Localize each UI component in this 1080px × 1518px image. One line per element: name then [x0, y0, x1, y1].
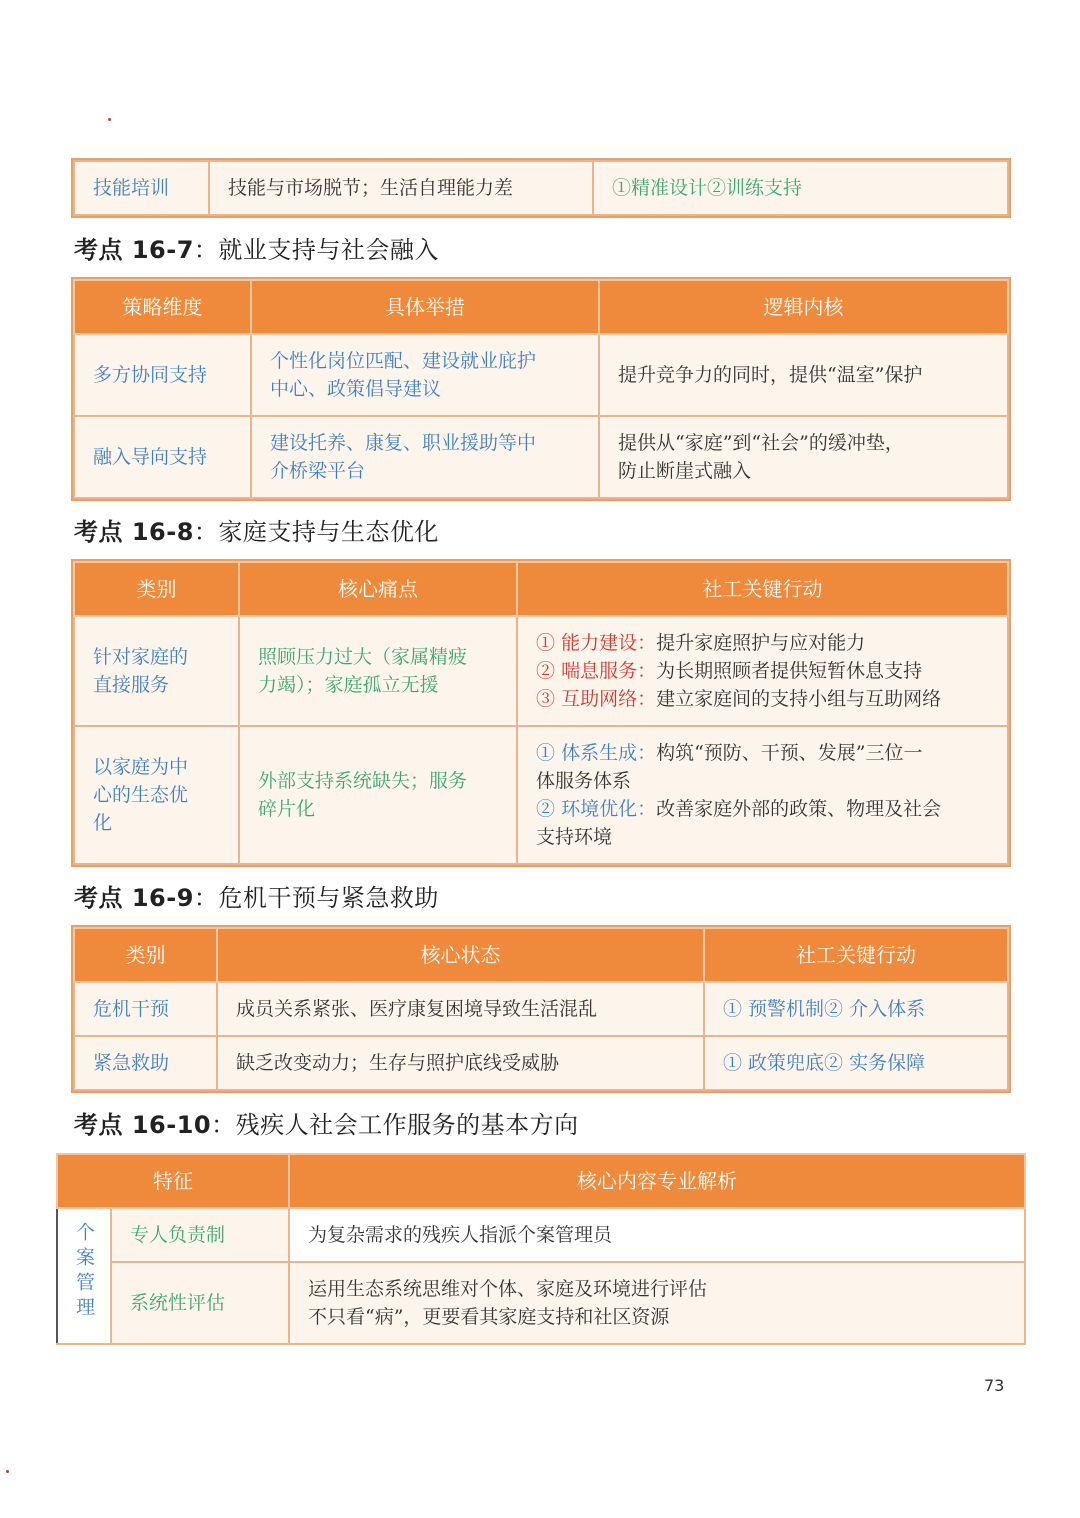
core-cell: 提供从“家庭”到“社会”的缓冲垫， 防止断崖式融入 — [599, 416, 1008, 498]
action-item: ② 喘息服务：为长期照顾者提供短暂休息支持 — [536, 660, 923, 682]
measure-cell: 个性化岗位匹配、建设就业庇护 中心、政策倡导建议 — [251, 334, 599, 416]
content-cell: 运用生态系统思维对个体、家庭及环境进行评估 不只看“病”，更要看其家庭支持和社区资源 — [289, 1262, 1025, 1344]
case-management-side-label: 个案管理 — [57, 1208, 111, 1344]
section-code: 考点 16-8 — [74, 518, 194, 546]
section-heading: 考点 16-9：危机干预与紧急救助 — [74, 884, 439, 912]
section-title: 就业支持与社会融入 — [218, 236, 439, 264]
category-cell: 紧急救助 — [74, 1036, 217, 1090]
dimension-cell: 融入导向支持 — [74, 416, 251, 498]
category-cell: 危机干预 — [74, 982, 217, 1036]
feature-cell: 系统性评估 — [111, 1262, 289, 1344]
pain-point-cell: 外部支持系统缺失；服务 碎片化 — [239, 726, 517, 864]
action-cell: ① 政策兜底② 实务保障 — [704, 1036, 1008, 1090]
category-cell: 针对家庭的 直接服务 — [74, 616, 239, 726]
pain-point-cell: 照顾压力过大（家属精疲 力竭）；家庭孤立无援 — [239, 616, 517, 726]
table-row — [74, 616, 1008, 726]
action-item: ② 环境优化：改善家庭外部的政策、物理及社会 — [536, 798, 942, 820]
section-title: 家庭支持与生态优化 — [218, 518, 439, 546]
table-row — [74, 1036, 1008, 1090]
section-code: 考点 16-7 — [74, 236, 194, 264]
measure-cell: 建设托养、康复、职业援助等中 介桥梁平台 — [251, 416, 599, 498]
crisis-intervention-table — [73, 927, 1009, 1091]
table-header-row — [74, 928, 1008, 982]
column-header: 社工关键行动 — [704, 928, 1008, 982]
red-dot-mark — [108, 118, 111, 121]
table-row — [74, 982, 1008, 1036]
table-row — [74, 726, 1008, 864]
continued-table — [73, 160, 1009, 216]
table-row — [74, 161, 1008, 215]
column-header: 逻辑内核 — [599, 280, 1008, 334]
section-heading: 考点 16-10：残疾人社会工作服务的基本方向 — [74, 1111, 579, 1139]
action-item: ① 能力建设：提升家庭照护与应对能力 — [536, 632, 866, 654]
table-row — [74, 416, 1008, 498]
column-header: 具体举措 — [251, 280, 599, 334]
column-header: 核心痛点 — [239, 562, 517, 616]
state-cell: 成员关系紧张、医疗康复困境导致生活混乱 — [217, 982, 704, 1036]
basic-direction-table — [56, 1153, 1026, 1345]
section-title: 残疾人社会工作服务的基本方向 — [235, 1111, 579, 1139]
column-header: 类别 — [74, 928, 217, 982]
feature-cell: 专人负责制 — [111, 1208, 289, 1262]
table-row — [74, 334, 1008, 416]
core-cell: 提升竞争力的同时，提供“温室”保护 — [599, 334, 1008, 416]
family-support-table — [73, 561, 1009, 865]
section-code: 考点 16-10 — [74, 1111, 212, 1139]
column-header: 特征 — [57, 1154, 289, 1208]
table-header-row — [57, 1154, 1025, 1208]
action-item: ③ 互助网络：建立家庭间的支持小组与互助网络 — [536, 688, 942, 710]
employment-support-table — [73, 279, 1009, 499]
column-header: 策略维度 — [74, 280, 251, 334]
column-header: 类别 — [74, 562, 239, 616]
column-header: 核心内容专业解析 — [289, 1154, 1025, 1208]
category-cell: 以家庭为中 心的生态优 化 — [74, 726, 239, 864]
table-row — [57, 1262, 1025, 1344]
action-cell — [517, 616, 1008, 726]
action-cell: ①精准设计②训练支持 — [593, 161, 1008, 215]
column-header: 核心状态 — [217, 928, 704, 982]
section-title: 危机干预与紧急救助 — [218, 884, 439, 912]
category-cell: 技能培训 — [74, 161, 209, 215]
action-cell: ① 体系生成：构筑“预防、干预、发展”三位一 体服务体系 ② 环境优化：改善家庭外部的政策、物理及社会 支持环境 — [517, 726, 1008, 864]
dimension-cell: 多方协同支持 — [74, 334, 251, 416]
section-code: 考点 16-9 — [74, 884, 194, 912]
state-cell: 缺乏改变动力；生存与照护底线受威胁 — [217, 1036, 704, 1090]
issue-cell: 技能与市场脱节；生活自理能力差 — [209, 161, 593, 215]
action-cell: ① 预警机制② 介入体系 — [704, 982, 1008, 1036]
red-dot-mark — [6, 1470, 9, 1473]
section-heading: 考点 16-8：家庭支持与生态优化 — [74, 518, 439, 546]
table-header-row — [74, 562, 1008, 616]
page-number: 73 — [984, 1376, 1005, 1395]
action-item: ① 体系生成：构筑“预防、干预、发展”三位一 — [536, 742, 923, 764]
content-cell: 为复杂需求的残疾人指派个案管理员 — [289, 1208, 1025, 1262]
table-row — [57, 1208, 1025, 1262]
table-header-row — [74, 280, 1008, 334]
column-header: 社工关键行动 — [517, 562, 1008, 616]
section-heading: 考点 16-7：就业支持与社会融入 — [74, 236, 439, 264]
